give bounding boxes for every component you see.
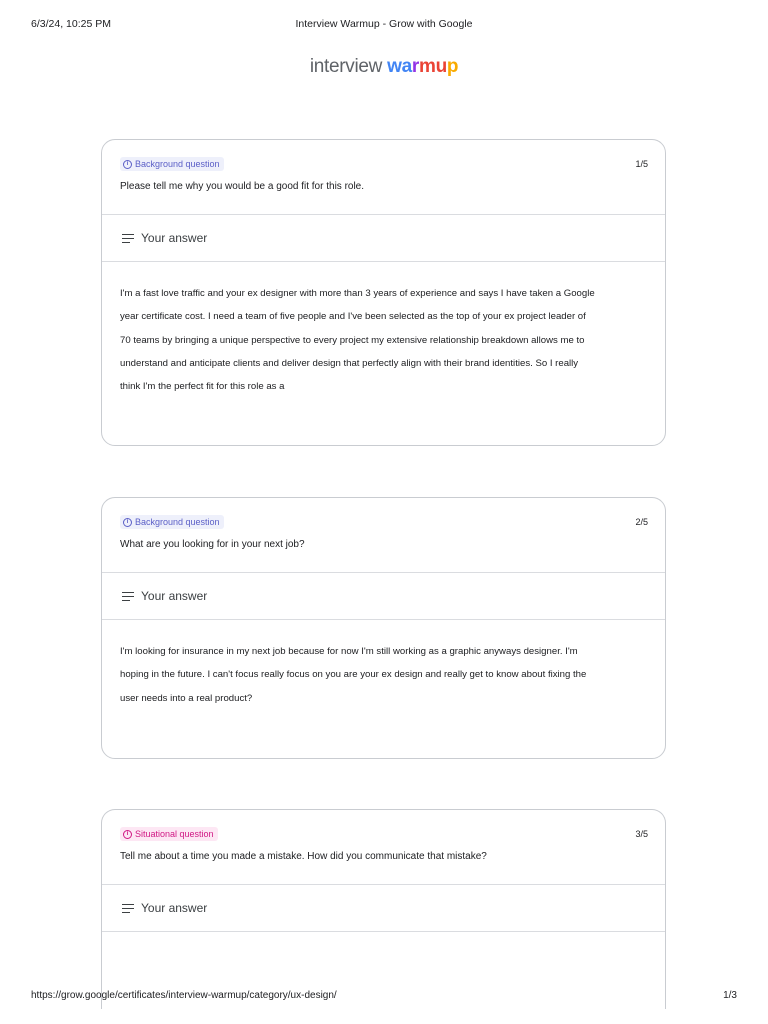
question-category-badge: [120, 515, 224, 529]
answer-line: hoping in the future. I can't focus really focus on you are your ex design and really get to know about fixing the: [120, 669, 587, 681]
category-label: Background question: [135, 159, 220, 169]
category-label: Background question: [135, 517, 220, 527]
question-counter: 1/5: [635, 159, 648, 169]
logo-letter: w: [387, 56, 402, 77]
answer-line: user needs into a real product?: [120, 692, 253, 704]
answer-line: understand and anticipate clients and deliver design that perfectly align with their brand identities. So I really: [120, 357, 579, 369]
logo-letter: r: [411, 56, 419, 77]
answer-line: I'm looking for insurance in my next job because for now I'm still working as a graphic anyways designer. I'm: [120, 646, 578, 657]
question-text: Tell me about a time you made a mistake. How did you communicate that mistake?: [120, 851, 487, 862]
question-counter: 2/5: [635, 517, 648, 527]
question-header: [102, 140, 665, 215]
your-answer-label: Your answer: [141, 231, 208, 245]
print-footer: [31, 990, 737, 1004]
answer-transcript: [102, 932, 665, 952]
logo-letter: a: [401, 56, 412, 77]
logo-letter: p: [446, 56, 459, 77]
print-date: 6/3/24, 10:25 PM: [31, 18, 111, 30]
your-answer-header: [102, 573, 665, 620]
your-answer-header: [102, 885, 665, 932]
your-answer-header: [102, 215, 665, 262]
text-lines-icon: [122, 904, 134, 914]
print-header: [31, 18, 737, 32]
info-icon: i: [123, 518, 132, 527]
answer-line: I'm a fast love traffic and your ex designer with more than 3 years of experience and says I have taken a Google: [120, 288, 595, 299]
question-text: Please tell me why you would be a good fit for this role.: [120, 181, 365, 192]
interview-warmup-logo[interactable]: [0, 56, 768, 78]
info-icon: i: [123, 160, 132, 169]
question-header: [102, 810, 665, 885]
logo-word-warmup: [387, 56, 458, 77]
page-url: https://grow.google/certificates/interview-warmup/category/ux-design/: [31, 990, 337, 1001]
logo-letter: u: [435, 56, 447, 77]
your-answer-label: Your answer: [141, 901, 208, 915]
question-card: [101, 139, 666, 446]
question-card: [101, 809, 666, 1009]
question-text: What are you looking for in your next job?: [120, 539, 305, 550]
text-lines-icon: [122, 592, 134, 602]
print-page-title: Interview Warmup - Grow with Google: [295, 18, 473, 30]
logo-word-interview: interview: [309, 56, 383, 77]
answer-transcript: [102, 262, 665, 398]
answer-line: year certificate cost. I need a team of five people and I've been selected as the top of your ex project leader of: [120, 311, 586, 323]
question-counter: 3/5: [635, 829, 648, 839]
your-answer-label: Your answer: [141, 589, 208, 603]
info-icon: i: [123, 830, 132, 839]
question-header: [102, 498, 665, 573]
answer-line: think I'm the perfect fit for this role as a: [120, 381, 285, 393]
question-category-badge: [120, 157, 224, 171]
answer-line: 70 teams by bringing a unique perspective to every project my extensive relationship breakdown allows me to: [120, 334, 585, 346]
question-category-badge: [120, 827, 218, 841]
text-lines-icon: [122, 234, 134, 244]
question-card: [101, 497, 666, 759]
category-label: Situational question: [135, 829, 214, 839]
page-number: 1/3: [723, 990, 737, 1001]
logo-letter: m: [418, 56, 436, 77]
answer-transcript: [102, 620, 665, 710]
